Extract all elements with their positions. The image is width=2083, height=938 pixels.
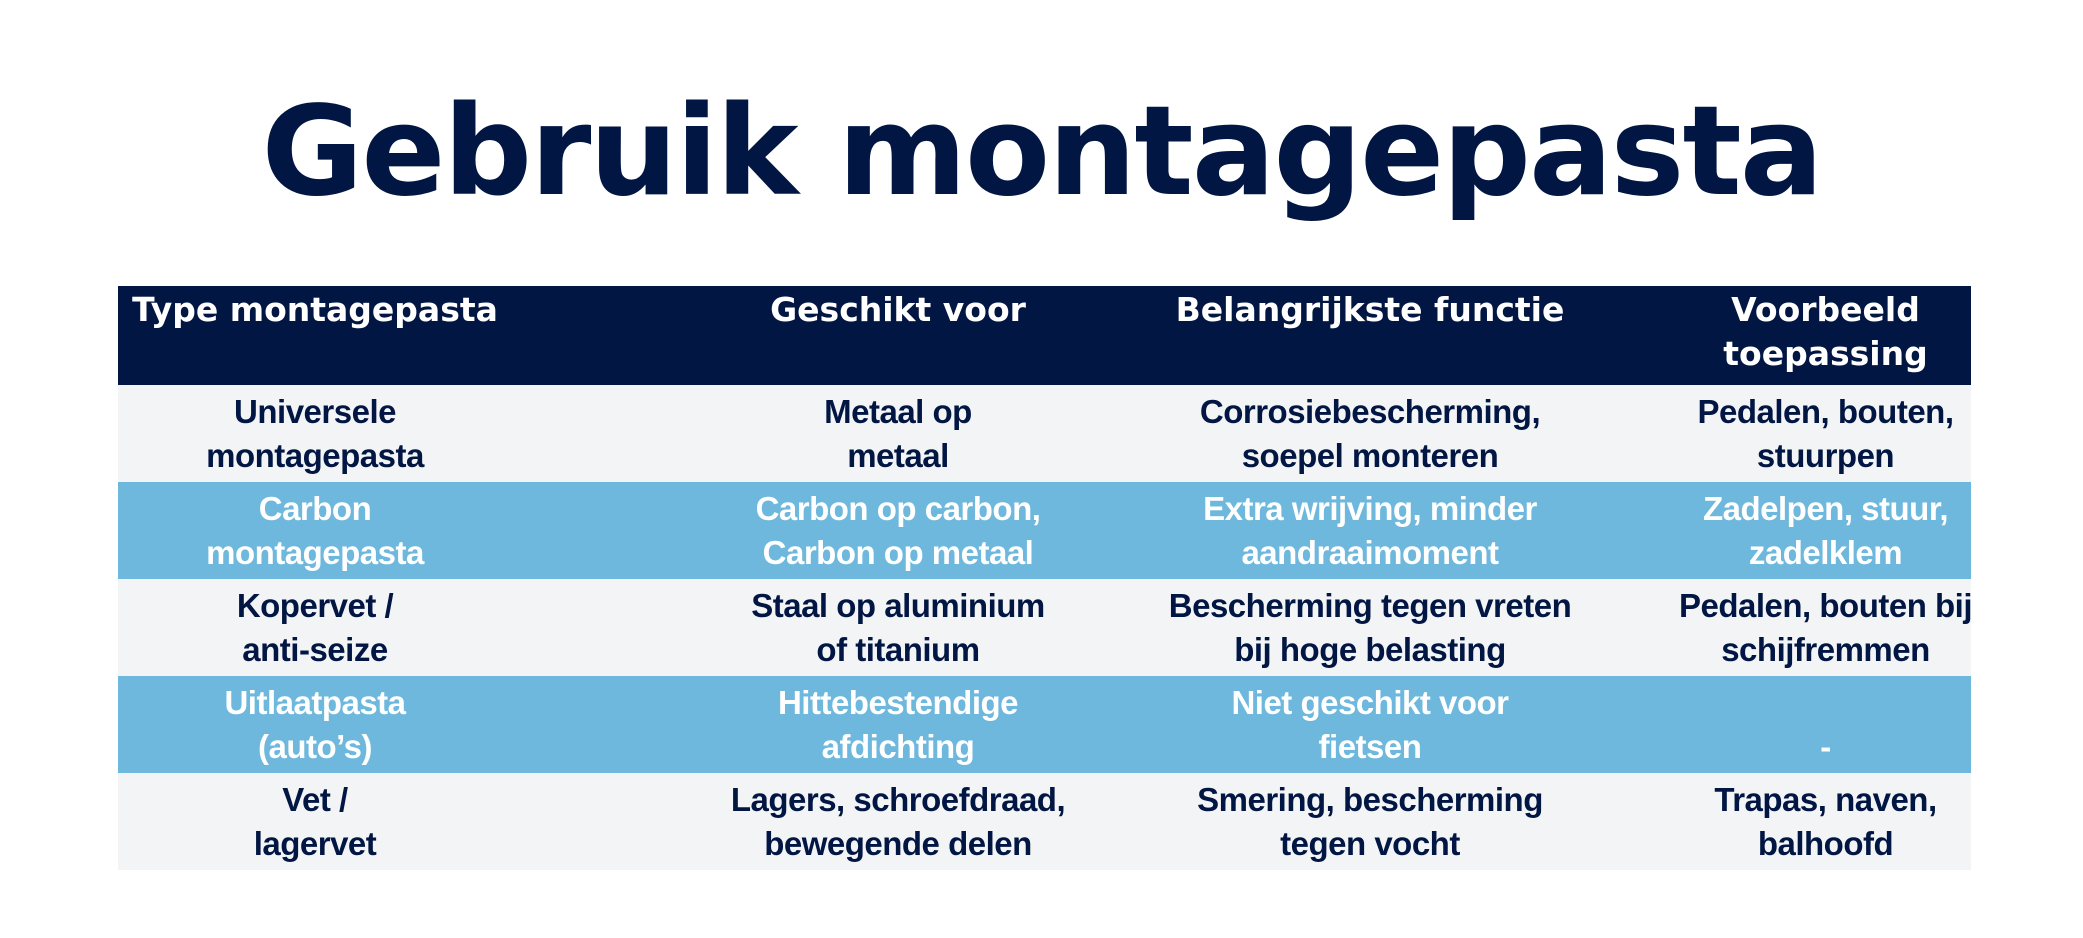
cell-text: Corrosiebescherming, soepel monteren	[1199, 392, 1541, 474]
table-cell	[118, 385, 746, 482]
table-cell	[118, 773, 746, 870]
table-cell	[746, 482, 1164, 579]
table-cell	[118, 579, 746, 676]
table-cell	[1584, 579, 1971, 676]
header-geschikt-voor	[746, 286, 1164, 385]
table-cell	[1164, 579, 1584, 676]
table-cell	[746, 579, 1164, 676]
table-cell	[1164, 676, 1584, 773]
table-cell	[118, 676, 746, 773]
cell-text: Carbon montagepasta	[206, 489, 424, 571]
table-cell	[1164, 385, 1584, 482]
cell-text: Carbon op carbon, Carbon op metaal	[755, 489, 1041, 571]
cell-text: -	[1820, 727, 1831, 765]
cell-text: Uitlaatpasta (auto’s)	[224, 683, 406, 765]
cell-text: Staal op aluminium of titanium	[751, 586, 1045, 668]
table-cell	[1584, 385, 1971, 482]
table-row	[118, 482, 1971, 579]
header-voorbeeld-label: Voorbeeld toepassing	[1723, 290, 1928, 373]
cell-text: Vet / lagervet	[253, 780, 377, 862]
cell-text: Trapas, naven, balhoofd	[1714, 780, 1937, 862]
header-geschikt-voor-label: Geschikt voor	[770, 290, 1026, 329]
table-cell	[1164, 773, 1584, 870]
cell-text: Pedalen, bouten, stuurpen	[1697, 392, 1954, 474]
table-row	[118, 579, 1971, 676]
table-cell	[1584, 482, 1971, 579]
table-cell	[746, 676, 1164, 773]
header-type-label: Type montagepasta	[132, 290, 498, 329]
table-row	[118, 385, 1971, 482]
table-header-row	[118, 286, 1971, 385]
cell-text: Metaal op metaal	[824, 392, 972, 474]
header-functie	[1164, 286, 1584, 385]
table-row	[118, 676, 1971, 773]
header-functie-label: Belangrijkste functie	[1175, 290, 1565, 329]
page-title: Gebruik montagepasta	[261, 80, 1822, 224]
cell-text: Lagers, schroefdraad, bewegende delen	[730, 780, 1066, 862]
cell-text: Smering, bescherming tegen vocht	[1197, 780, 1543, 862]
table-cell	[1584, 676, 1971, 773]
cell-text: Kopervet / anti-seize	[236, 586, 394, 668]
header-voorbeeld	[1584, 286, 1971, 385]
table-cell	[730, 773, 1164, 870]
table-row	[118, 773, 1971, 870]
cell-text: Pedalen, bouten bij schijfremmen	[1678, 586, 1973, 668]
table-cell	[1164, 482, 1584, 579]
montagepasta-table	[118, 286, 1971, 870]
cell-text: Niet geschikt voor fietsen	[1231, 683, 1509, 765]
cell-text: Zadelpen, stuur, zadelklem	[1702, 489, 1949, 571]
table-cell	[746, 385, 1164, 482]
cell-text: Bescherming tegen vreten bij hoge belasting	[1168, 586, 1572, 668]
table-cell	[118, 482, 746, 579]
table-cell	[1584, 773, 1971, 870]
cell-text: Hittebestendige afdichting	[777, 683, 1019, 765]
header-type	[118, 286, 746, 385]
cell-text: Universele montagepasta	[206, 392, 424, 474]
cell-text: Extra wrijving, minder aandraaimoment	[1203, 489, 1537, 571]
